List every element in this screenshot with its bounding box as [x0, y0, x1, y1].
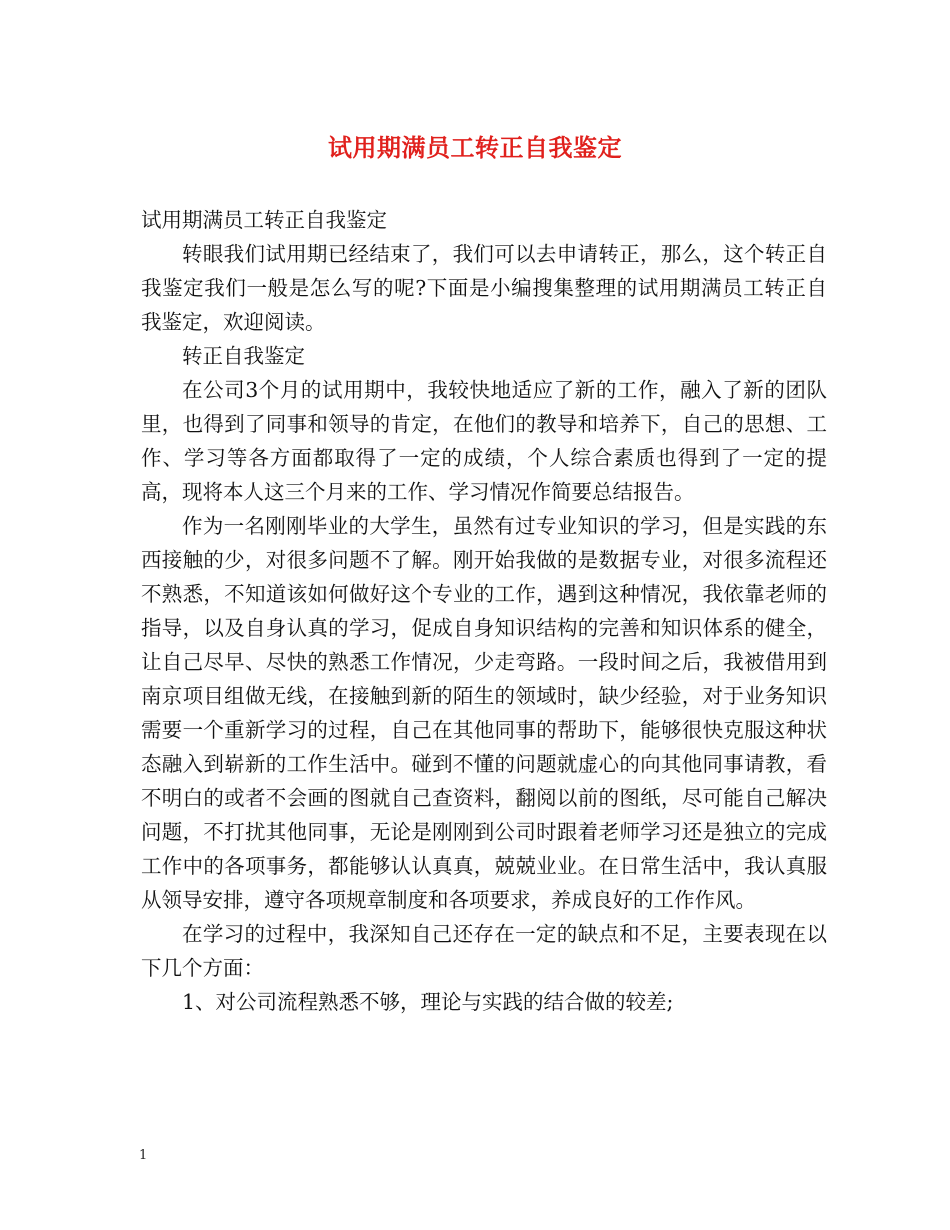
document-title: 试用期满员工转正自我鉴定 [328, 133, 622, 162]
body-paragraph: 在公司3个月的试用期中，我较快地适应了新的工作，融入了新的团队里，也得到了同事和领导的肯定，在他们的教导和培养下，自己的思想、工作、学习等各方面都取得了一定的成绩，个人综合素质也得到了一定的提高，现将本人这三个月来的工作、学习情况作简要总结报告。 [141, 378, 827, 504]
document-body [141, 203, 827, 1019]
body-paragraph: 在学习的过程中，我深知自己还存在一定的缺点和不足，主要表现在以下几个方面： [141, 922, 827, 980]
subtitle-paragraph: 试用期满员工转正自我鉴定 [141, 208, 387, 232]
intro-paragraph: 转眼我们试用期已经结束了，我们可以去申请转正，那么，这个转正自我鉴定我们一般是怎么写的呢?下面是小编搜集整理的试用期满员工转正自我鉴定，欢迎阅读。 [141, 242, 827, 334]
list-item-paragraph: 1、对公司流程熟悉不够，理论与实践的结合做的较差; [182, 990, 674, 1014]
section-heading-paragraph: 转正自我鉴定 [182, 344, 305, 368]
body-paragraph: 作为一名刚刚毕业的大学生，虽然有过专业知识的学习，但是实践的东西接触的少，对很多问题不了解。刚开始我做的是数据专业，对很多流程还不熟悉，不知道该如何做好这个专业的工作，遇到这种情况，我依靠老师的指导，以及自身认真的学习，促成自身知识结构的完善和知识体系的健全，让自己尽早、尽快的熟悉工作情况，少走弯路。一段时间之后，我被借用到南京项目组做无线，在接触到新的陌生的领域时，缺少经验，对于业务知识需要一个重新学习的过程，自己在其他同事的帮助下，能够很快克服这种状态融入到崭新的工作生活中。碰到不懂的问题就虚心的向其他同事请教，看不明白的或者不会画的图就自己查资料，翻阅以前的图纸，尽可能自己解决问题，不打扰其他同事，无论是刚刚到公司时跟着老师学习还是独立的完成工作中的各项事务，都能够认认真真，兢兢业业。在日常生活中，我认真服从领导安排，遵守各项规章制度和各项要求，养成良好的工作作风。 [141, 514, 827, 912]
page-number: 1 [139, 1148, 148, 1163]
